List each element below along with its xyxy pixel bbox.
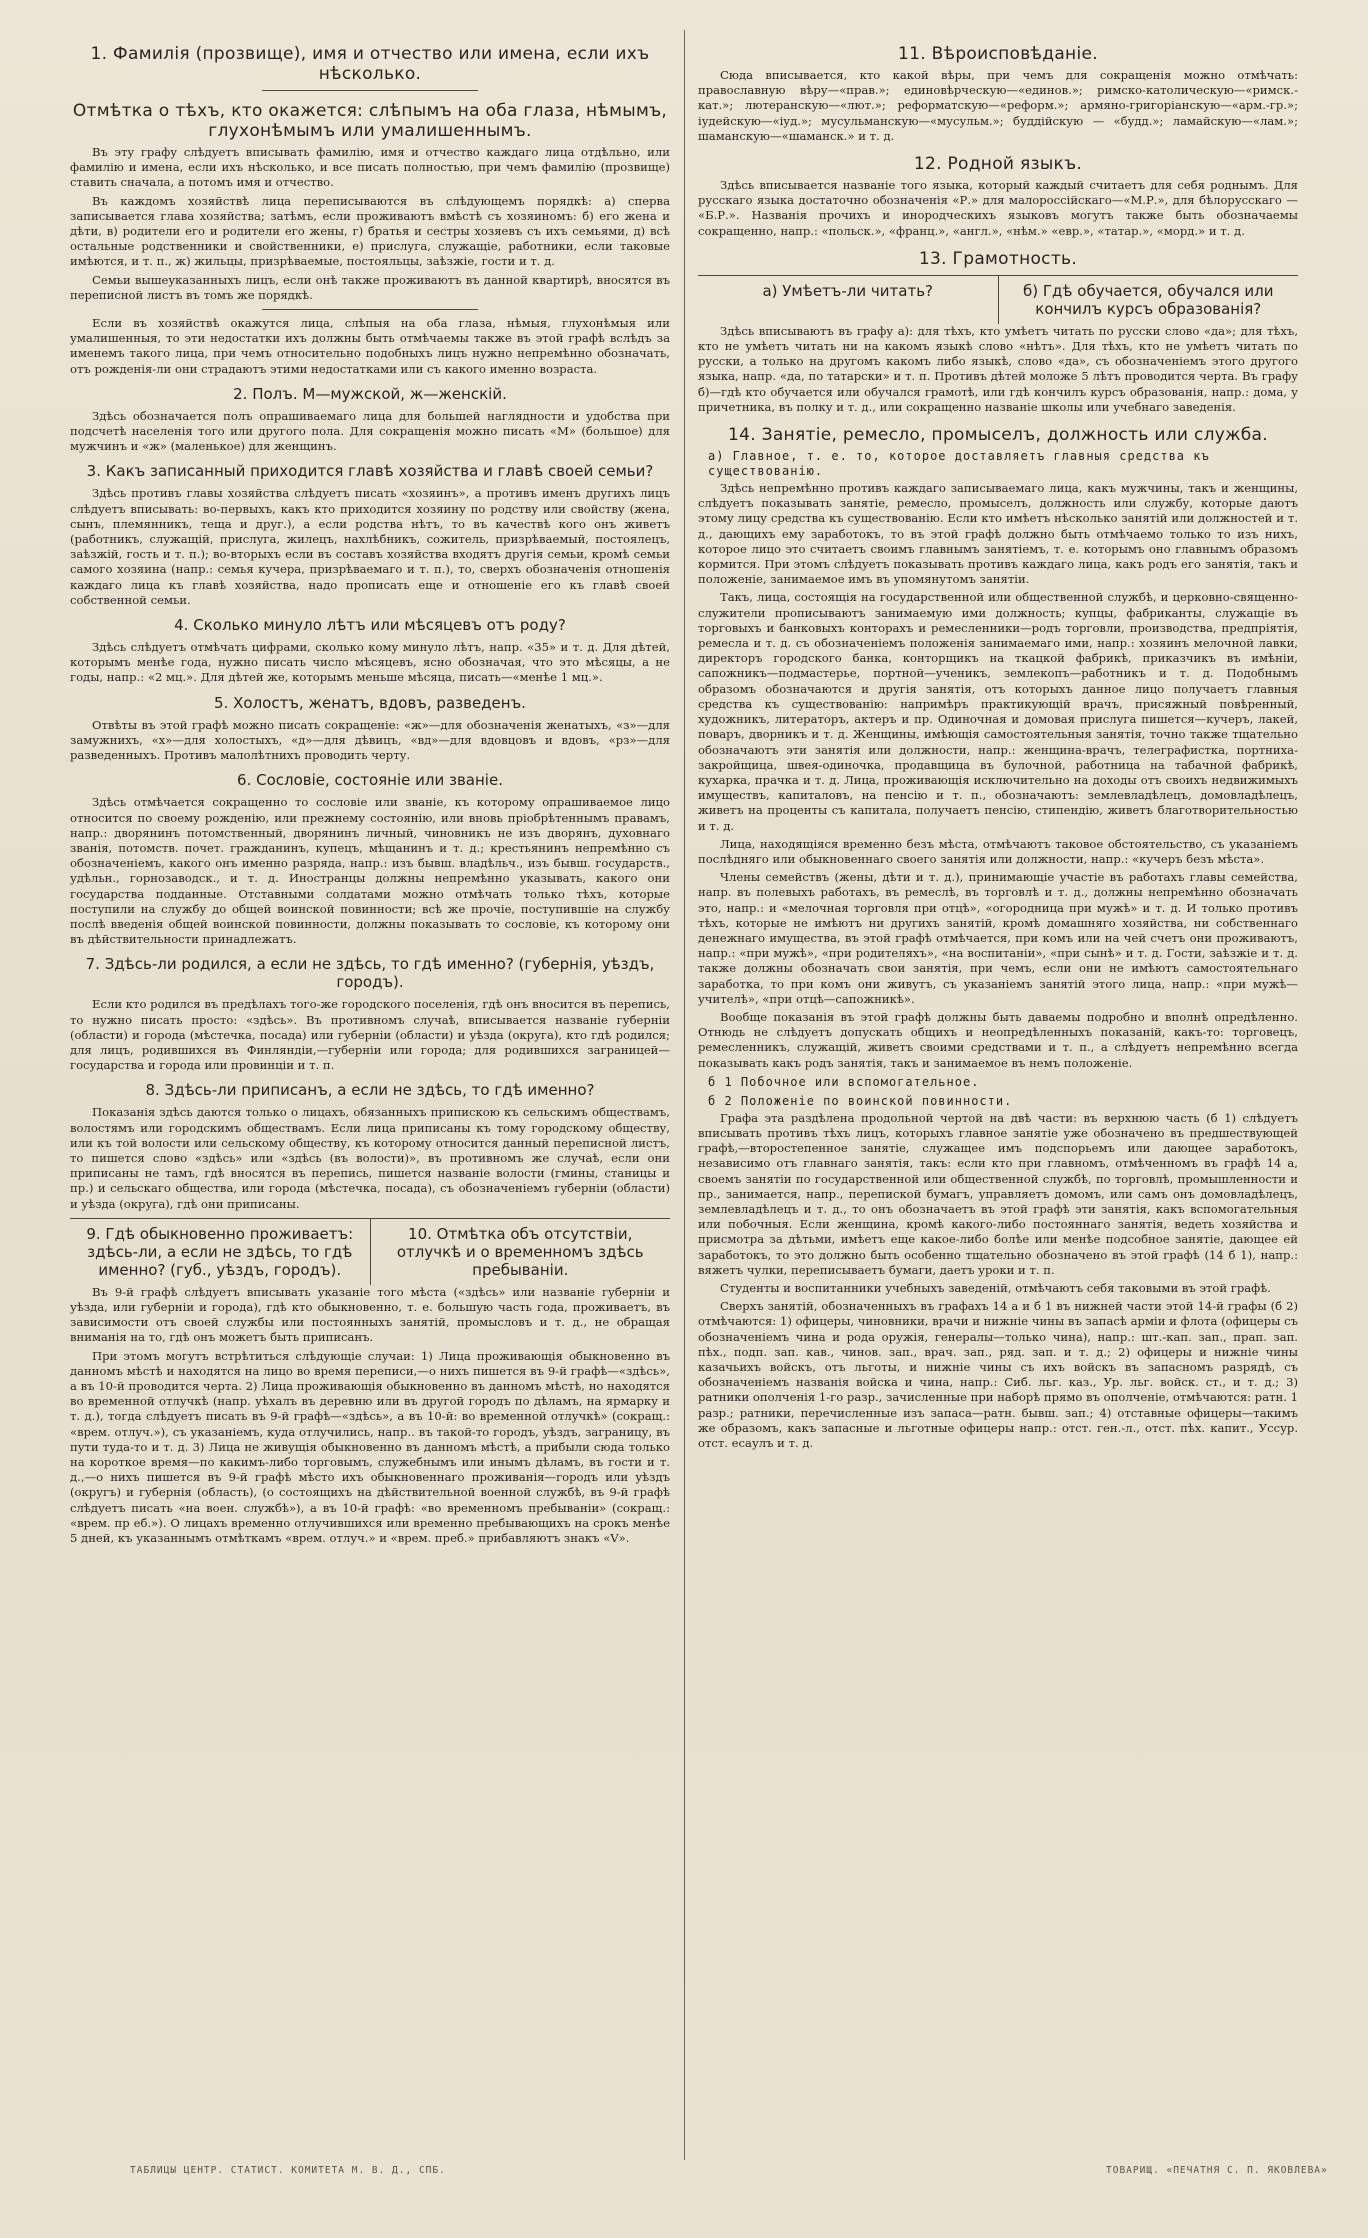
paragraph: Здѣсь противъ главы хозяйства слѣдуетъ писать «хозяинъ», а противъ именъ другихъ лицъ слѣдуетъ вписывать: во-первыхъ, какъ кто приходится хозяину по родству или свойству (жена, сынъ, племянникъ, теща и друг.), а если родства нѣтъ, то въ качествѣ кого онъ живетъ (работникъ, служащій, прислуга, жилецъ, нахлѣбникъ, сожитель, призрѣваемый, постоялецъ, заѣзжій, гость и т. п.); во-вторыхъ если въ составъ хозяйства входятъ другія семьи, кромѣ семьи самого хозяина (напр.: семья кучера, призрѣваемаго и т. п.), то, сверхъ обозначенія отношенія каждаго лица къ главѣ хозяйства, надо прописать еще и отношеніе его къ главѣ своей собственной семьи.: [70, 486, 670, 607]
section-14a-heading: а) Главное, т. е. то, которое доставляетъ главныя средства къ существованію.: [708, 449, 1210, 479]
footer-left-imprint: ТАБЛИЦЫ ЦЕНТР. СТАТИСТ. КОМИТЕТА М. В. Д., СПБ.: [130, 2165, 446, 2176]
section-11-heading: 11. Вѣроисповѣданіе.: [898, 44, 1098, 64]
paragraph: Сюда вписывается, кто какой вѣры, при чемъ для сокращенія можно отмѣчать: православную вѣру—«прав.»; единовѣрческую—«единов.»; римско-католическую—«римск.-кат.»; лютеранскую—«лют.»; реформатскую—«реформ.»; армяно-григоріанскую—«арм.-гр.»; іудейскую—«іуд.»; мусульманскую—«мусульм.»; буддійскую — «будд.»; ламайскую—«лам.»; шаманскую—«шаманск.» и т. д.: [698, 68, 1298, 143]
paragraph: Здѣсь вписываютъ въ графу а): для тѣхъ, кто умѣетъ читать по русски слово «да»; для тѣхъ, кто не умѣетъ читать ни на какомъ языкѣ слово «нѣтъ». Для тѣхъ, кто не умѣетъ читать по русски, а только на другомъ какомъ либо языкѣ, слово «да», съ обозначеніемъ этого другого языка, напр. «да, по татарски» и т. п. Противъ дѣтей моложе 5 лѣтъ проводится черта. Въ графу б)—гдѣ кто обучается или обучался грамотѣ, или гдѣ кончилъ курсъ образованія, напр.: дома, у причетника, въ полку и т. д., или сокращенно названіе школы или учебнаго заведенія.: [698, 323, 1298, 414]
paragraph: Здѣсь обозначается полъ опрашиваемаго лица для большей наглядности и удобства при подсчетѣ населенія того или другого пола. Для сокращенія можно писать «М» (большое) для мужчинъ и «ж» (маленькое) для женщинъ.: [70, 408, 670, 454]
paragraph: Лица, находящіяся временно безъ мѣста, отмѣчаютъ таковое обстоятельство, съ указаніемъ послѣдняго или обыкновеннаго своего занятія или должности, напр.: «кучеръ безъ мѣста».: [698, 836, 1298, 866]
section-9-heading: 9. Гдѣ обыкновенно проживаетъ: здѣсь-ли, а если не здѣсь, то гдѣ именно? (губ., уѣздъ, городъ).: [86, 1224, 354, 1279]
section-1-note-heading: Отмѣтка о тѣхъ, кто окажется: слѣпымъ на оба глаза, нѣмымъ, глухонѣмымъ или умалишеннымъ.: [72, 101, 668, 141]
paragraph: Здѣсь отмѣчается сокращенно то сословіе или званіе, къ которому опрашиваемое лицо относится по своему рожденію, или прежнему состоянію, или вновь пріобрѣтеннымъ правамъ, напр.: дворянинъ потомственный, дворянинъ личный, чиновникъ не изъ дворянъ, духовнаго званія, потомств. почет. гражданинъ, купецъ, мѣщанинъ и т. д.; крестьянинъ непремѣнно съ обозначеніемъ, какого онъ именно разряда, напр.: изъ бывш. владѣльч., изъ бывш. государств., удѣльн., горнозаводск., и т. д. Иностранцы должны непремѣнно указывать, какого они государства подданные. Отставными солдатами можно отмѣчать только тѣхъ, которые поступили на службу до общей воинской повинности; всѣ же прочіе, поступившіе на службу послѣ введенія общей воинской повинности, должны показывать то сословіе, къ которому они въ дѣйствительности принадлежатъ.: [70, 795, 670, 947]
paragraph: Такъ, лица, состоящія на государственной или общественной службѣ, и церковно-священно-служители прописываютъ занимаемую ими должность; купцы, фабриканты, служащіе въ торговыхъ и банковыхъ конторахъ и ремесленники—родъ торговли, производства, предпріятія, ремесла и т. д. съ обозначеніемъ положенія занимаемаго ими, напр.: хозяинъ мелочной лавки, директоръ городского банка, конторщикъ на ткацкой фабрикѣ, приказчикъ въ имѣніи, сапожникъ—подмастерье, портной—ученикъ, землекопъ—работникъ и т. д. Подобнымъ образомъ обозначаются и другія занятія, отъ которыхъ данное лицо получаетъ главныя средства къ существованію: напримѣръ практикующій врачъ, присяжный повѣренный, художникъ, литераторъ, актеръ и пр. Одиночная и домовая прислуга пишется—кучеръ, лакей, поваръ, дворникъ и т. д. Женщины, имѣющія самостоятельныя занятія, точно также тщательно обозначаютъ эти занятія или должности, напр.: женщина-врачъ, телеграфистка, портниха-закройщица, швея-одиночка, продавщица въ булочной, работница на табачной фабрикѣ, кухарка, прачка и т. д. Лица, проживающія исключительно на доходы отъ своихъ недвижимыхъ имуществъ, капиталовъ, на пенсію и т. п., обозначаютъ: землевладѣлецъ, домовладѣлецъ, живетъ на проценты съ капитала, получаетъ пенсію, стипендію, живетъ благотворительностью и т. д.: [698, 590, 1298, 833]
section-2-heading: 2. Полъ. М—мужской, ж—женскій.: [233, 384, 507, 403]
section-10-cell: [371, 1219, 671, 1285]
paragraph: Въ 9-й графѣ слѣдуетъ вписывать указаніе того мѣста («здѣсь» или названіе губерніи и уѣзда, или губерніи и города), гдѣ кто обыкновенно, т. е. большую часть года, проживаетъ, въ зависимости отъ своей службы или постоянныхъ занятій, промысловъ и т. д., не обращая вниманія на то, гдѣ онъ можетъ быть приписанъ.: [70, 1284, 670, 1345]
paragraph: Вообще показанія въ этой графѣ должны быть даваемы подробно и вполнѣ опредѣленно. Отнюдь не слѣдуетъ допускать общихъ и неопредѣленныхъ показаній, какъ-то: торговецъ, ремесленникъ, служащій, живетъ своими средствами и т. п., а слѣдуетъ непремѣнно всегда показывать какъ родъ занятія, такъ и занимаемое въ немъ положеніе.: [698, 1009, 1298, 1070]
section-13a-heading: а) Умѣетъ-ли читать?: [762, 281, 933, 300]
paragraph: При этомъ могутъ встрѣтиться слѣдующіе случаи: 1) Лица проживающія обыкновенно въ данномъ мѣстѣ и находятся на лицо во время переписи,—о нихъ пишется въ 9-й графѣ—«здѣсь», а въ 10-й проводится черта. 2) Лица проживающія обыкновенно въ данномъ мѣстѣ, но находятся во временной отлучкѣ (напр. уѣхалъ въ деревню или въ другой городъ по дѣламъ, на ярмарку и т. д.), тогда слѣдуетъ писать въ 9-й графѣ—«здѣсь», а въ 10-й: во временной отлучкѣ» (сокращ.: «врем. отлуч.»), съ указаніемъ, куда отлучились, напр.. въ такой-то городъ, уѣздъ, заграницу, въ пути туда-то и т. д. 3) Лица не живущія обыкновенно въ данномъ мѣстѣ, а прибыли сюда только на короткое время—по какимъ-либо торговымъ, служебнымъ или инымъ дѣламъ, въ гости и т. д.,—о нихъ пишется въ 9-й графѣ мѣсто ихъ обыкновеннаго проживанія—городъ или уѣздъ (округъ) и губернія (область), (о состоящихъ на дѣйствительной военной службѣ, въ 9-й графѣ слѣдуетъ писать «на воен. службѣ»), а въ 10-й графѣ: «во временномъ пребываніи» (сокращ.: «врем. пр еб.»). О лицахъ временно отлучившихся или временно пребывающихъ на срокъ менѣе 5 дней, къ указаннымъ отмѣткамъ «врем. отлуч.» и «врем. преб.» прибавляютъ знакъ «V».: [70, 1348, 670, 1546]
section-6-heading: 6. Сословіе, состояніе или званіе.: [237, 771, 503, 790]
column-divider: [684, 30, 685, 2160]
paragraph: Показанія здѣсь даются только о лицахъ, обязанныхъ припискою къ сельскимъ обществамъ, волостямъ или городскимъ обществамъ. Если лица приписаны къ тому городскому обществу, или къ той волости или сельскому обществу, къ которому относится данный переписной листъ, то пишется слово «здѣсь» или «здѣсь (въ волости)», въ противномъ же случаѣ, если они приписаны не тамъ, гдѣ вносятся въ перепись, пишется названіе волости (гмины, станицы и пр.) и сельскаго общества, или города (мѣстечка, посада), съ обозначеніемъ губерніи (области) и уѣзда (округа), гдѣ они приписаны.: [70, 1105, 670, 1211]
paragraph: Графа эта раздѣлена продольной чертой на двѣ части: въ верхнюю часть (б 1) слѣдуетъ вписывать противъ тѣхъ лицъ, которыхъ главное занятіе уже обозначено въ предшествующей графѣ,—второстепенное занятіе, служащее имъ подспорьемъ или дающее заработокъ, независимо отъ главнаго занятія, такъ: если кто при главномъ, отмѣченномъ въ графѣ 14 а, своемъ занятіи по государственной или общественной службѣ, по торговлѣ, промышленности и пр., занимается, напр., перепиской бумагъ, управляетъ домомъ, или самъ онъ домовладѣлецъ, землевладѣлецъ и т. д., то онъ обозначаетъ въ этой графѣ эти занятія, какъ вспомогательныя или побочныя. Если женщина, кромѣ какого-либо постояннаго занятія, ведеть хозяйства и присмотра за дѣтьми, имѣетъ еще какое-либо болѣе или менѣе подсобное занятіе, дающее ей заработокъ, то это должно быть особенно тщательно обозначено въ этой графѣ (14 б 1), напр.: вяжетъ чулки, переписываетъ бумаги, даетъ уроки и т. п.: [698, 1110, 1298, 1277]
paragraph: Здѣсь вписывается названіе того языка, который каждый считаетъ для себя роднымъ. Для русскаго языка достаточно обозначенія «Р.» для малороссійскаго—«М.Р.», для бѣлорусскаго — «Б.Р.». Названія прочихъ и инородческихъ языковъ могутъ также быть обозначаемы сокращенно, напр.: «польск.», «франц.», «англ.», «нѣм.» «евр.», «татар.», «морд.» и т. д.: [698, 178, 1298, 238]
paragraph: Если кто родился въ предѣлахъ того-же городского поселенія, гдѣ онъ вносится въ перепись, то нужно писать просто: «здѣсь». Въ противномъ случаѣ, вписывается названіе губерніи (области) и города (мѣстечка, посада) или губерніи (области) и уѣзда (округа), кто гдѣ родился; для лицъ, родившихся въ Финляндіи,—губерніи или города; для родившихся заграницей—государства и города или провинціи и т. п.: [70, 997, 670, 1073]
paragraph: Въ эту графу слѣдуетъ вписывать фамилію, имя и отчество каждаго лица отдѣльно, или фамилію и имена, если ихъ нѣсколько, и все писать полностью, при чемъ фамилію (прозвище) ставить сначала, а потомъ имя и отчество.: [70, 145, 670, 190]
paragraph: Отвѣты въ этой графѣ можно писать сокращеніе: «ж»—для обозначенія женатыхъ, «з»—для замужнихъ, «х»—для холостыхъ, «д»—для дѣвицъ, «вд»—для вдовцовъ и вдовъ, «рз»—для разведенныхъ. Противъ малолѣтнихъ проводить черту.: [70, 717, 670, 763]
section-10-heading: 10. Отмѣтка объ отсутствіи, отлучкѣ и о временномъ здѣсь пребываніи.: [396, 1224, 644, 1279]
paragraph: Здѣсь слѣдуетъ отмѣчать цифрами, сколько кому минуло лѣтъ, напр. «35» и т. д. Для дѣтей, которымъ менѣе года, нужно писать число мѣсяцевъ, ясно обозначая, что это мѣсяцы, а не годы, напр.: «2 мц.». Для дѣтей же, которымъ меньше мѣсяца, писать—«менѣе 1 мц.».: [70, 640, 670, 685]
section-13-heading: 13. Грамотность.: [918, 248, 1078, 269]
section-8-heading: 8. Здѣсь-ли приписанъ, а если не здѣсь, то гдѣ именно?: [145, 1081, 595, 1100]
section-13-subheader: [698, 275, 1298, 324]
divider: [262, 309, 478, 310]
paragraph: Если въ хозяйствѣ окажутся лица, слѣпыя на оба глаза, нѣмыя, глухонѣмыя или умалишенныя, то эти недостатки ихъ должны быть отмѣчаемы также въ этой графѣ вслѣдъ за именемъ такого лица, при чемъ относительно подобныхъ лицъ нужно непремѣнно обозначать, отъ рожденія-ли они страдаютъ этими недостатками или съ какого именно возраста.: [70, 316, 670, 376]
section-9-10-header: [70, 1218, 670, 1285]
paragraph: Здѣсь непремѣнно противъ каждаго записываемаго лица, какъ мужчины, такъ и женщины, слѣдуетъ показывать занятіе, ремесло, промыселъ, должность или службу, которые даютъ этому лицу средства къ существованію. Если кто имѣетъ нѣсколько занятій или должностей и т. д., дающихъ ему заработокъ, то въ этой графѣ должно быть отмѣчаемо только то изъ нихъ, которое лицо это считаетъ своимъ главнымъ занятіемъ, т. е. которымъ оно главнымъ образомъ кормится. При этомъ слѣдуетъ показывать противъ каждаго лица, какъ родъ его занятія, такъ и положеніе, занимаемое имъ въ упомянутомъ занятіи.: [698, 481, 1298, 587]
section-14-heading: 14. Занятіе, ремесло, промыселъ, должность или служба.: [728, 425, 1268, 446]
paragraph: Студенты и воспитанники учебныхъ заведеній, отмѣчаютъ себя таковыми въ этой графѣ.: [720, 1281, 1271, 1295]
section-13a-cell: [698, 276, 999, 324]
section-4-heading: 4. Сколько минуло лѣтъ или мѣсяцевъ отъ роду?: [174, 616, 566, 635]
section-5-heading: 5. Холостъ, женатъ, вдовъ, разведенъ.: [214, 693, 526, 712]
paragraph: Семьи вышеуказанныхъ лицъ, если онѣ также проживаютъ въ данной квартирѣ, вносятся въ переписной листъ въ томъ же порядкѣ.: [70, 272, 670, 302]
footer-right-imprint: ТОВАРИЩ. «ПЕЧАТНЯ С. П. ЯКОВЛЕВА»: [1106, 2165, 1328, 2176]
section-12-heading: 12. Родной языкъ.: [913, 154, 1083, 175]
left-column: [70, 34, 670, 2154]
paragraph: Сверхъ занятій, обозначенныхъ въ графахъ 14 а и б 1 въ нижней части этой 14-й графы (б 2) отмѣчаются: 1) офицеры, чиновники, врачи и нижніе чины въ запасѣ арміи и флота (офицеры съ обозначеніемъ чина и рода оружія, генералы—только чина), напр.: шт.-кап. зап., прап. зап. пѣх., подп. зап. кав., чинов. зап., врач. зап., ряд. зап. и т. д.; 2) офицеры и нижніе чины казачьихъ войскъ, отъ льготы, и нижніе чины съ ихъ войскъ въ запасномъ разрядѣ, съ обозначеніемъ названія войска и чина, напр.: Сиб. льг. каз., Ур. льг. войск. ст., и т. д.; 3) ратники ополченія 1-го разр., зачисленные при наборѣ прямо въ ополченіе, отмѣчаются: ратн. 1 разр.; ратники, перечисленные изъ запаса—ратн. бывш. зап.; 4) отставные офицеры—такимъ же образомъ, какъ запасные и льготные офицеры напр.: отст. ген.-л., отст. пѣх. капит., Уссур. отст. есаулъ и т. д.: [698, 1299, 1298, 1451]
section-13b-heading: б) Гдѣ обучается, обучался или кончилъ курсъ образованія?: [1023, 281, 1274, 318]
divider: [262, 90, 478, 91]
section-14b2-heading: б 2 Положеніе по воинской повинности.: [708, 1093, 1013, 1108]
section-3-heading: 3. Какъ записанный приходится главѣ хозяйства и главѣ своей семьи?: [86, 462, 654, 481]
section-7-heading: 7. Здѣсь-ли родился, а если не здѣсь, то гдѣ именно? (губернія, уѣздъ, городъ).: [85, 955, 655, 992]
section-14b1-heading: б 1 Побочное или вспомогательное.: [708, 1074, 980, 1089]
right-column: [698, 34, 1298, 2154]
section-13b-cell: [999, 276, 1299, 324]
section-1-heading: 1. Фамилія (прозвище), имя и отчество или имена, если ихъ нѣсколько.: [90, 44, 650, 84]
paragraph: Въ каждомъ хозяйствѣ лица переписываются въ слѣдующемъ порядкѣ: а) сперва записывается глава хозяйства; затѣмъ, если проживаютъ вмѣстѣ съ хозяиномъ: б) его жена и дѣти, в) родители его и родители его жены, г) братья и сестры хозяевъ съ ихъ семьями, д) всѣ остальные родственники и свойственники, е) прислуга, служащіе, работники, если таковые имѣются, и т. п., ж) жильцы, призрѣваемые, постояльцы, заѣзжіе, гости и т. д.: [70, 193, 670, 269]
paragraph: Члены семействъ (жены, дѣти и т. д.), принимающіе участіе въ работахъ главы семейства, напр. въ полевыхъ работахъ, въ ремеслѣ, въ торговлѣ и т. д., должны непремѣнно обозначать это, напр.: и «мелочная торговля при отцѣ», «огородница при мужѣ» и т. д. И только противъ тѣхъ, которые не имѣютъ ни другихъ занятій, кромѣ домашняго хозяйства, ни собственнаго денежнаго имущества, въ этой графѣ отмѣчается, при комъ или на чей счетъ они проживаютъ, напр.: «при мужѣ», «при родителяхъ», «на воспитаніи», «при сынѣ» и т. д. Гости, заѣзжіе и т. д. также должны обозначать свои занятія, при чемъ, если они не имѣютъ самостоятельнаго заработка, то при комъ они живутъ, съ указаніемъ занятій этого лица, напр.: «при мужѣ—учителѣ», «при отцѣ—сапожникѣ».: [698, 870, 1298, 1006]
section-9-cell: [70, 1219, 371, 1285]
